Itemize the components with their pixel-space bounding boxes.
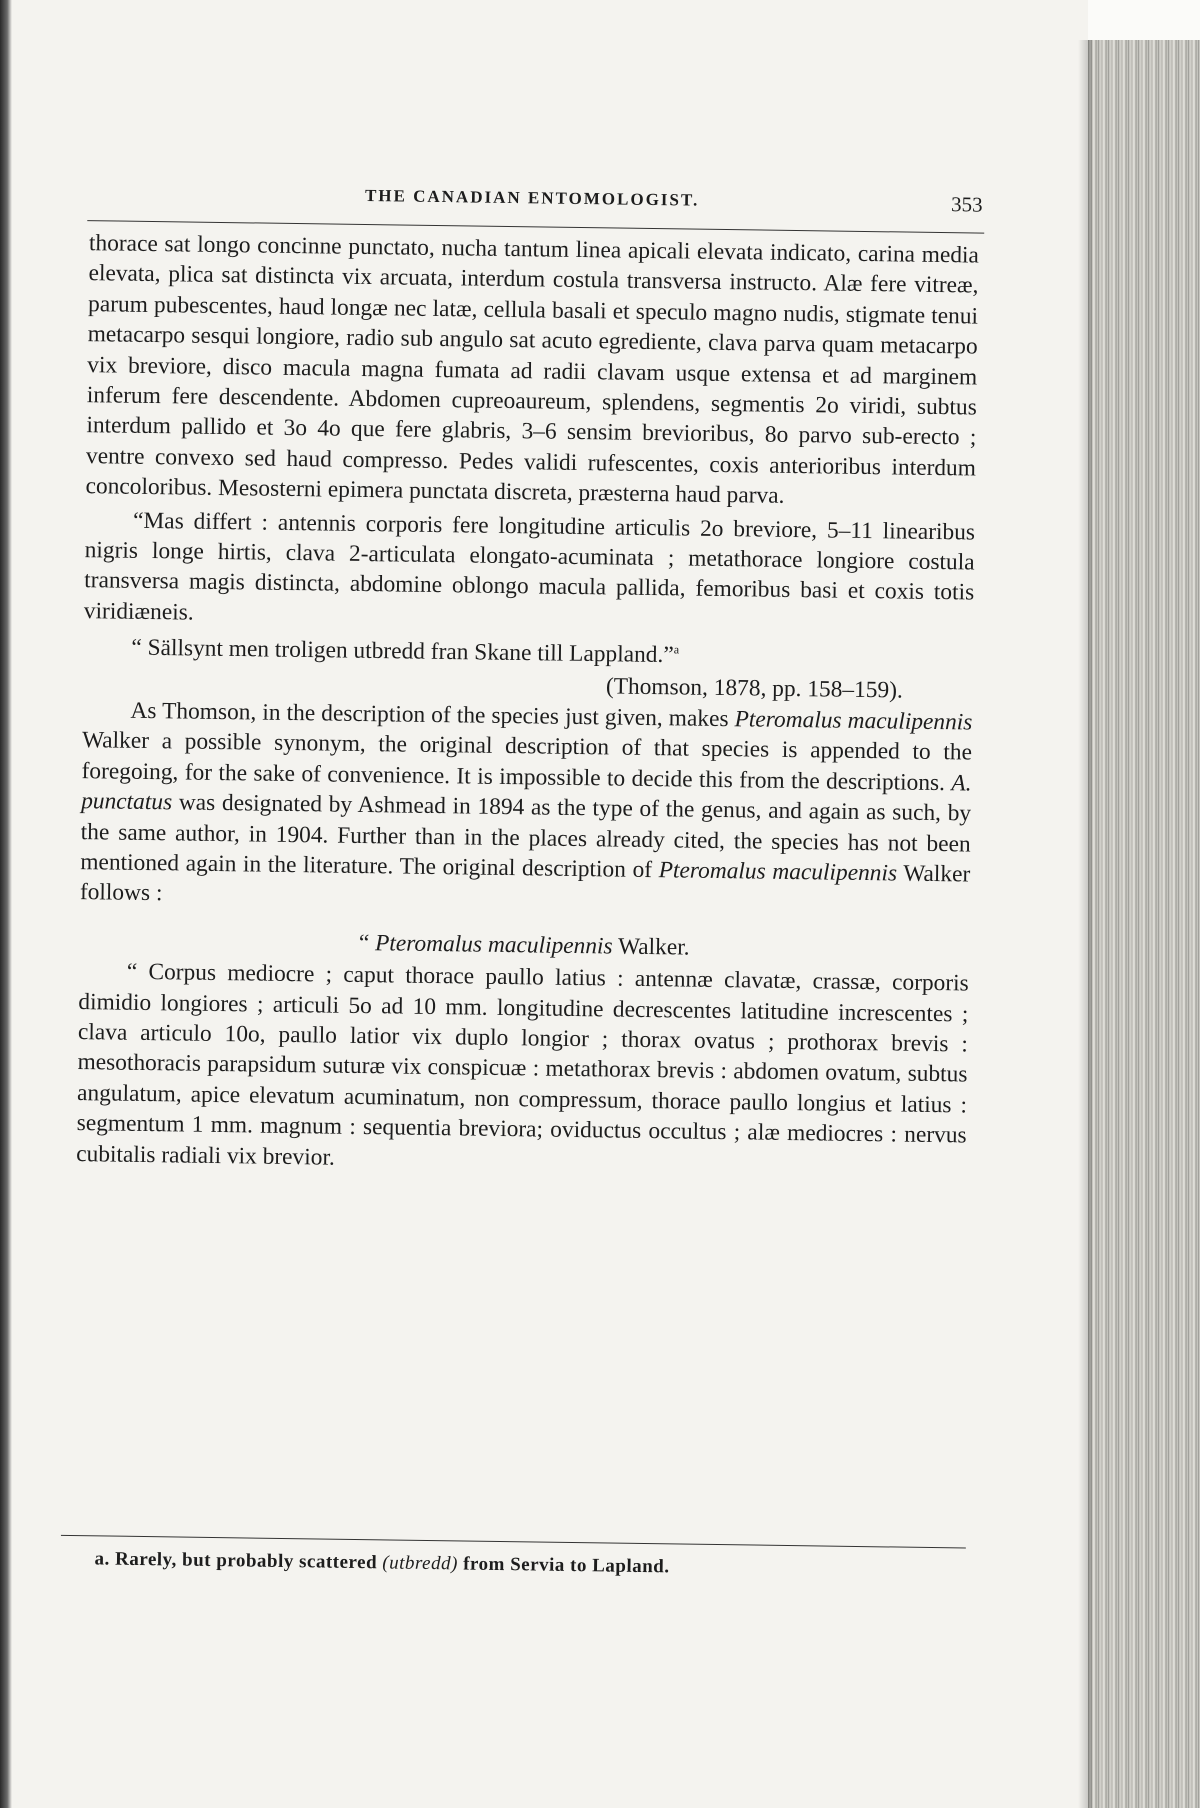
book-page-edges xyxy=(1088,40,1200,1808)
text-segment: Walker a possible synonym, the original description of that species is appended to the foregoing, for the sake of convenience. It is impossible to decide this from the descriptions. xyxy=(81,727,973,796)
swedish-quote-text: “ Sällsynt men troligen utbredd fran Skane till Lappland.” xyxy=(131,634,674,669)
citation-attribution: (Thomson, 1878, pp. 158–159). xyxy=(605,673,903,705)
species-heading-author: Walker. xyxy=(612,933,690,961)
paragraph-description-continued: thorace sat longo concinne punctato, nucha tantum linea apicali elevata indicato, carina media elevata, plica sat distincta vix arcuata, interdum costula transversa instructo. Alæ fere vitreæ, parum pubescentes, haud longæ nec latæ, cellula basali et speculo magno nudis, stigmate tenui metacarpo sesqui longiore, radio sub angulo sat acuto egrediente, clava parva quam metacarpo vix breviore, disco macula magna fumata ad radii clavam usque extensa et ad marginem inferum fere descendente. Abdomen cupreoaureum, splendens, segmentis 2o viridi, subtus interdum pallido et 3o 4o que fere glabris, 3–6 sensim brevioribus, 8o parvo sub-erecto ; ventre convexo sed haud compresso. Pedes validi rufescentes, coxis anterioribus interdum concoloribus. Mesosterni epimera punctata discreta, præsterna haud parva. xyxy=(85,230,980,510)
page-edges-top xyxy=(1088,0,1200,40)
footnote-text: a. Rarely, but probably scattered xyxy=(94,1548,383,1574)
text-segment: As Thomson, in the description of the species just given, makes xyxy=(130,697,735,733)
page-edge-shadow xyxy=(1078,40,1092,1808)
species-heading-name: Pteromalus maculipennis xyxy=(374,929,613,960)
book-spine-shadow xyxy=(0,0,12,1808)
species-name-italic: A. punctatus xyxy=(81,769,972,816)
journal-title: THE CANADIAN ENTOMOLOGIST. xyxy=(364,185,700,210)
footnote xyxy=(94,1548,954,1582)
footnote-marker: a xyxy=(673,642,680,657)
page-number: 353 xyxy=(950,192,983,217)
footnote-text: from Servia to Lapland. xyxy=(457,1553,670,1578)
book-page xyxy=(60,170,985,1602)
species-name-italic: Pteromalus maculipennis xyxy=(658,857,898,887)
running-head xyxy=(79,180,984,227)
species-name-italic: Pteromalus maculipennis xyxy=(734,706,973,736)
footnote-rule xyxy=(61,1535,966,1549)
quote-mark: “ xyxy=(358,929,376,956)
text-segment: was designated by Ashmead in 1894 as the type of the genus, and again as such, by the same author, in 1904. Further than in the places already cited, the species has not been mentioned again in the literature. The original description of xyxy=(80,789,972,884)
paragraph-synonym-discussion xyxy=(80,695,973,920)
text-segment: Walker follows : xyxy=(79,860,971,907)
footnote-italic: (utbredd) xyxy=(382,1552,459,1575)
paragraph-walker-description: “ Corpus mediocre ; caput thorace paullo latius : antennæ clavatæ, crassæ, corporis dimidio longiores ; articuli 5o ad 10 mm. longitudine decrescentes latitudine increscentes ; clava articulo 10o, paullo latior vix duplo longior ; thorax ovatus ; prothorax brevis : mesothoracis parapsidum suturæ vix conspicuæ : metathorax brevis : abdomen ovatum, subtus angulatum, apice elevatum acuminatum, non compressum, thorace paullo longius et latius : segmentum 1 mm. magnum : sequentia breviora; oviductus occultus ; alæ mediocres : nervus cubitalis radiali vix brevior. xyxy=(76,958,969,1171)
body-text xyxy=(76,228,979,1181)
paragraph-male-description: “Mas differt : antennis corporis fere longitudine articulis 2o breviore, 5–11 linearibus nigris longe hirtis, clava 2-articulata elongato-acuminata ; metathorace longiore costula transversa magis distincta, abdomine oblongo macula pallida, femoribus basi et coxis totis viridiæneis. xyxy=(83,507,976,626)
